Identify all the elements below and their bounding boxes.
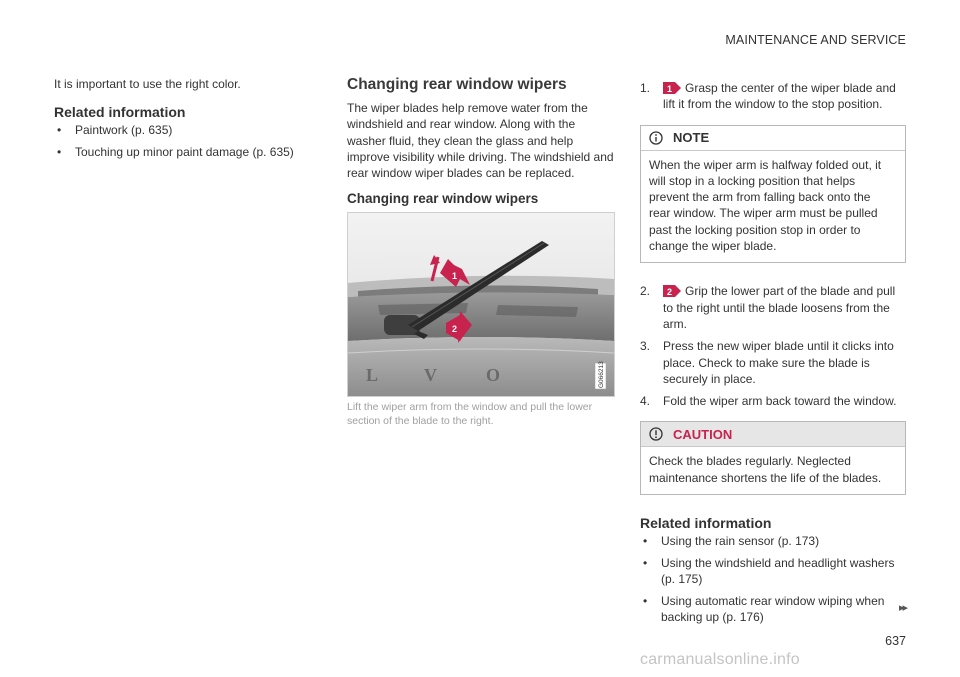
bullet-icon: •: [643, 556, 648, 571]
callout-1-label: 1: [452, 271, 458, 282]
step-number: 4.: [640, 394, 651, 409]
note-text: When the wiper arm is halfway folded out, it will stop in a locking position that helps prevent the arm from falling back onto the rear window. The wiper arm must be pulled past the locking position stop in order to change the wiper blade.: [649, 157, 882, 254]
caution-box: [640, 421, 906, 495]
bullet-icon: •: [57, 145, 62, 160]
list-item[interactable]: • Touching up minor paint damage (p. 635): [57, 145, 294, 160]
step-1: [640, 80, 906, 113]
caution-text: Check the blades regularly. Neglected maintenance shortens the life of the blades.: [649, 454, 882, 485]
caution-title: CAUTION: [673, 426, 733, 442]
bullet-icon: •: [643, 534, 648, 549]
steps-list-a: [640, 80, 906, 113]
intro-text: It is important to use the right color.: [54, 77, 241, 91]
step-4: [640, 393, 906, 409]
steps-list-b: [640, 283, 906, 409]
next-page-icon[interactable]: ▸▸: [898, 602, 906, 614]
figure-caption: Lift the wiper arm from the window and pull the lower section of the blade to the right.: [347, 401, 593, 427]
info-icon: [649, 131, 663, 145]
step-number: 3.: [640, 339, 651, 354]
list-item[interactable]: • Using automatic rear window wiping when backing up (p. 176): [643, 594, 885, 625]
svg-text:1: 1: [667, 84, 673, 94]
note-title: NOTE: [673, 130, 710, 146]
figure-code: G066213: [598, 361, 605, 389]
step-2-badge-icon: [663, 285, 681, 297]
column-right: [640, 80, 906, 631]
wiper-illustration-svg: [348, 213, 614, 396]
related-info-heading: Related information: [54, 104, 186, 121]
watermark: carmanualsonline.info: [640, 651, 800, 668]
section-intro: The wiper blades help remove water from the windshield and rear window. Along with the washer fluid, they clean the glass and help improve visibility while driving. The windshield and rear window wiper blades can be replaced.: [347, 101, 614, 181]
figure-heading: Changing rear window wipers: [347, 191, 539, 207]
related-info-list: [640, 533, 906, 625]
section-title: MAINTENANCE AND SERVICE: [725, 33, 906, 47]
badge-letter-o: O: [486, 365, 501, 386]
related-info-heading: Related information: [640, 515, 772, 532]
step-number: 1.: [640, 81, 651, 95]
callout-2-label: 2: [452, 324, 458, 335]
step-number: 2.: [640, 284, 651, 299]
bullet-icon: •: [57, 123, 62, 138]
step-text: Grip the lower part of the blade and pull to the right until the blade loosens from the arm.: [663, 284, 896, 331]
bullet-icon: •: [643, 594, 648, 609]
badge-letter-l: L: [366, 365, 379, 386]
list-item[interactable]: • Paintwork (p. 635): [57, 123, 173, 138]
caution-header: [641, 422, 905, 447]
step-1-badge-icon: [663, 82, 681, 94]
list-item[interactable]: • Using the windshield and headlight washers (p. 175): [643, 556, 895, 587]
related-info-list: [54, 122, 304, 160]
section-heading: Changing rear window wipers: [347, 76, 567, 93]
step-text: Grasp the center of the wiper blade and lift it from the window to the stop position.: [663, 81, 896, 112]
warning-icon: [649, 427, 663, 441]
badge-letter-v: V: [424, 365, 437, 386]
step-text: Press the new wiper blade until it clicks into place. Check to make sure the blade is securely in place.: [663, 339, 894, 386]
note-box: [640, 125, 906, 264]
svg-text:2: 2: [667, 287, 673, 298]
wiper-illustration: [347, 212, 615, 397]
step-2: [640, 283, 906, 332]
page-number: 637: [885, 634, 906, 648]
note-header: [641, 126, 905, 151]
list-item[interactable]: • Using the rain sensor (p. 173): [643, 534, 820, 549]
column-middle: [347, 76, 615, 428]
step-3: [640, 338, 906, 387]
step-text: Fold the wiper arm back toward the window.: [663, 394, 897, 409]
column-left: [54, 76, 304, 166]
